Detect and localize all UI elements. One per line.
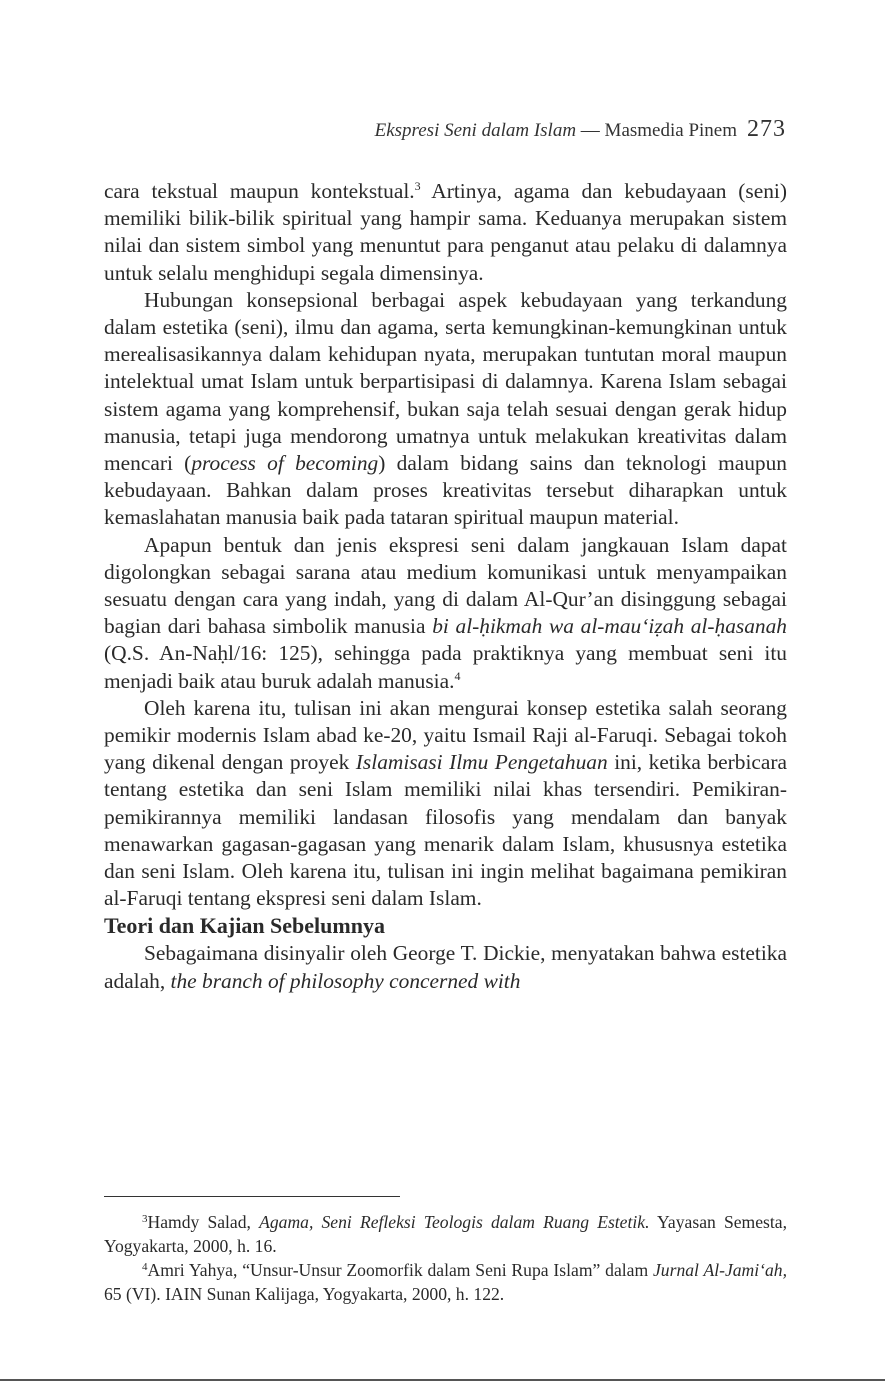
main-text <box>104 178 787 995</box>
running-header <box>110 116 786 143</box>
running-header-title: Ekspresi Seni dalam Islam <box>374 120 577 141</box>
footnote-3-text-a: Hamdy Salad, <box>147 1212 260 1232</box>
footnote-divider <box>104 1196 400 1197</box>
page-number: 273 <box>747 116 786 142</box>
paragraph-3-text-b: (Q.S. An-Naḥl/16: 125), sehingga pada praktiknya yang membuat seni itu menjadi baik atau buruk adalah manusia. <box>104 641 787 693</box>
footnotes <box>104 1210 787 1306</box>
paragraph-3 <box>104 532 787 695</box>
paragraph-3-text-a: Apapun bentuk dan jenis ekspresi seni dalam jangkauan Islam dapat digolongkan sebagai sarana atau medium komunikasi untuk menyampaikan sesuatu dengan cara yang indah, yang di dalam Al-Qur’an disinggung sebagai bagian dari bahasa simbolik manusia <box>104 532 787 639</box>
paragraph-5-text-a: Sebagaimana disinyalir oleh George T. Dickie, menyatakan bahwa estetika adalah, <box>104 941 787 993</box>
footnote-3-text-b: Yayasan Semesta, Yogyakarta, 2000, h. 16. <box>104 1212 787 1256</box>
footnote-4-text-a: Amri Yahya, “Unsur-Unsur Zoomorfik dalam Seni Rupa Islam” dalam <box>147 1260 653 1280</box>
footnote-3-number: 3 <box>142 1213 148 1225</box>
footnote-4-text-b: 65 (VI). IAIN Sunan Kalijaga, Yogyakarta, 2000, h. 122. <box>104 1284 505 1304</box>
footnote-ref-3: 3 <box>414 179 421 193</box>
paragraph-1 <box>104 178 787 287</box>
paragraph-2-italic: process of becoming <box>191 451 379 476</box>
paragraph-4-text-b: ini, ketika berbicara tentang estetika dan seni Islam memiliki nilai khas tersendiri. Pemikiran-pemikirannya memiliki landasan filosofis yang mendalam dan banyak menawarkan gagasan-gagasan yang menarik dalam Islam, khususnya estetika dan seni Islam. Oleh karena itu, tulisan ini ingin melihat bagaimana pemikiran al-Faruqi tentang ekspresi seni dalam Islam. <box>104 750 787 911</box>
paragraph-1-text-a: cara tekstual maupun kontekstual. <box>104 179 415 203</box>
paragraph-4-italic: Islamisasi Ilmu Pengetahuan <box>355 750 608 775</box>
footnote-3 <box>104 1210 787 1258</box>
paragraph-5 <box>104 940 787 994</box>
paragraph-2 <box>104 287 787 532</box>
footnote-4-italic: Jurnal Al-Jami‘ah, <box>653 1260 788 1280</box>
paragraph-1-text-b: Artinya, agama dan kebudayaan (seni) memiliki bilik-bilik spiritual yang hampir sama. Keduanya merupakan sistem nilai dan sistem simbol yang menuntut para penganut atau pelaku di dalamnya untuk selalu menghidupi segala dimensinya. <box>104 179 787 285</box>
paragraph-2-text-a: Hubungan konsepsional berbagai aspek kebudayaan yang terkandung dalam estetika (seni), ilmu dan agama, serta kemungkinan-kemungkinan untuk merealisasikannya dalam kehidupan nyata, merupakan tuntutan moral maupun intelektual umat Islam untuk berpartisipasi di dalamnya. Karena Islam sebagai sistem agama yang komprehensif, bukan saja telah sesuai dengan gerak hidup manusia, tetapi juga mendorong umatnya untuk melakukan kreativitas dalam mencari ( <box>104 287 787 476</box>
paragraph-5-italic: the branch of philosophy concerned with <box>170 968 521 993</box>
running-header-author: — Masmedia Pinem <box>576 120 737 141</box>
paragraph-4 <box>104 695 787 913</box>
scan-edge-line <box>0 1379 885 1381</box>
footnote-4-number: 4 <box>142 1261 148 1273</box>
paragraph-2-text-b: ) dalam bidang sains dan teknologi maupun kebudayaan. Bahkan dalam proses kreativitas tersebut diharapkan untuk kemaslahatan manusia baik pada tataran spiritual maupun material. <box>104 451 788 530</box>
footnote-4 <box>104 1258 787 1306</box>
footnote-ref-4: 4 <box>454 668 461 683</box>
paragraph-3-italic: bi al-ḥikmah wa al-mau‘iẓah al-ḥasanah <box>432 614 787 639</box>
section-heading: Teori dan Kajian Sebelumnya <box>104 913 385 939</box>
footnote-3-italic: Agama, Seni Refleksi Teologis dalam Ruang Estetik. <box>259 1212 650 1232</box>
paragraph-4-text-a: Oleh karena itu, tulisan ini akan mengurai konsep estetika salah seorang pemikir modernis Islam abad ke-20, yaitu Ismail Raji al-Faruqi. Sebagai tokoh yang dikenal dengan proyek <box>104 695 787 775</box>
